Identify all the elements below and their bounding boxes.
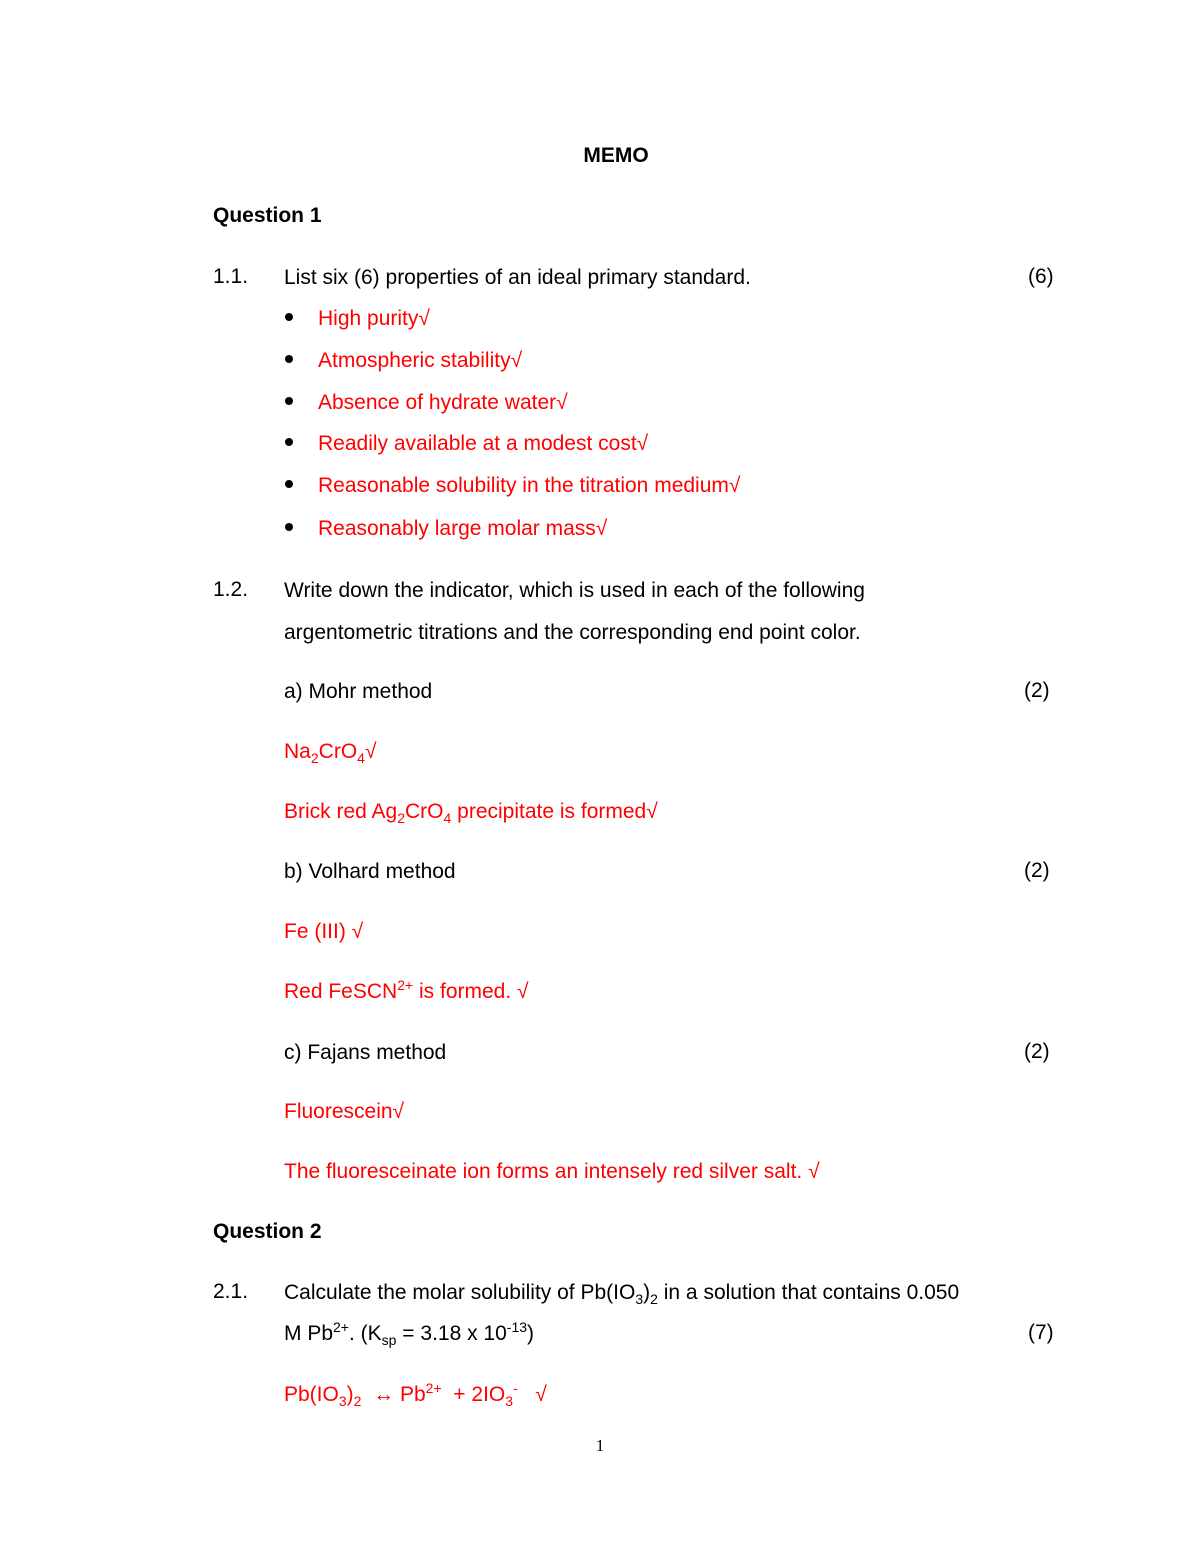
list-item (285, 517, 607, 541)
bullet-text: High purity√ (318, 307, 430, 330)
question-1-heading: Question 1 (213, 204, 322, 227)
list-item (285, 307, 430, 331)
list-item (285, 391, 568, 415)
page-title: MEMO (583, 144, 649, 167)
volhard-method-label: b) Volhard method (284, 860, 456, 883)
q1-2-text-line1: Write down the indicator, which is used in each of the following (284, 579, 865, 602)
q1-1-marks: (6) (1028, 265, 1054, 288)
q1-1-number: 1.1. (213, 265, 249, 288)
list-item (285, 349, 522, 373)
q2-1-number: 2.1. (213, 1280, 249, 1303)
bullet-icon (285, 438, 293, 446)
fajans-endpoint-answer: The fluoresceinate ion forms an intensely red silver salt. √ (284, 1160, 820, 1183)
q2-1-text-line2: M $Pb^{2+}$. ($K_{sp} = 3.18$ x $10^{-13}$) (284, 1319, 535, 1349)
bullet-icon (285, 397, 293, 405)
bullet-icon (285, 313, 293, 321)
q1-2-number: 1.2. (213, 578, 249, 601)
bullet-icon (285, 480, 293, 488)
mohr-method-label: a) Mohr method (284, 680, 433, 703)
fajans-marks: (2) (1024, 1040, 1050, 1063)
fajans-indicator-answer: Fluorescein√ (284, 1100, 405, 1123)
dissociation-equation: $Pb(IO_3)_2$ ↔ $Pb^{2+} + 2IO_3^-$ √ (284, 1380, 547, 1410)
volhard-marks: (2) (1024, 859, 1050, 882)
bullet-text: Reasonably large molar mass√ (318, 517, 608, 540)
bullet-text: Readily available at a modest cost√ (318, 432, 649, 455)
q2-1-text-line1: Calculate the molar solubility of $Pb(IO_3)_2$ in a solution that contains 0.050 (284, 1281, 960, 1308)
mohr-indicator-answer: $Na_2CrO_4√$ (284, 740, 377, 767)
q1-2-text-line2: argentometric titrations and the corresponding end point color. (284, 621, 861, 644)
question-2-heading: Question 2 (213, 1220, 322, 1243)
volhard-endpoint-answer: Red FeSCN$^{2+}$ is formed. √ (284, 977, 529, 1003)
fajans-method-label: c) Fajans method (284, 1041, 447, 1064)
q1-1-text: List six (6) properties of an ideal primary standard. (284, 266, 751, 289)
bullet-icon (285, 355, 293, 363)
bullet-text: Atmospheric stability√ (318, 349, 523, 372)
bullet-text: Absence of hydrate water√ (318, 391, 568, 414)
mohr-marks: (2) (1024, 679, 1050, 702)
bullet-icon (285, 523, 293, 531)
list-item (285, 474, 740, 498)
page-number: 1 (595, 1436, 605, 1455)
list-item (285, 432, 648, 456)
bullet-text: Reasonable solubility in the titration medium√ (318, 474, 741, 497)
mohr-endpoint-answer: Brick red $Ag_2CrO_4$ precipitate is formed√ (284, 800, 658, 827)
volhard-indicator-answer: Fe (III) √ (284, 920, 364, 943)
q2-1-marks: (7) (1028, 1321, 1054, 1344)
